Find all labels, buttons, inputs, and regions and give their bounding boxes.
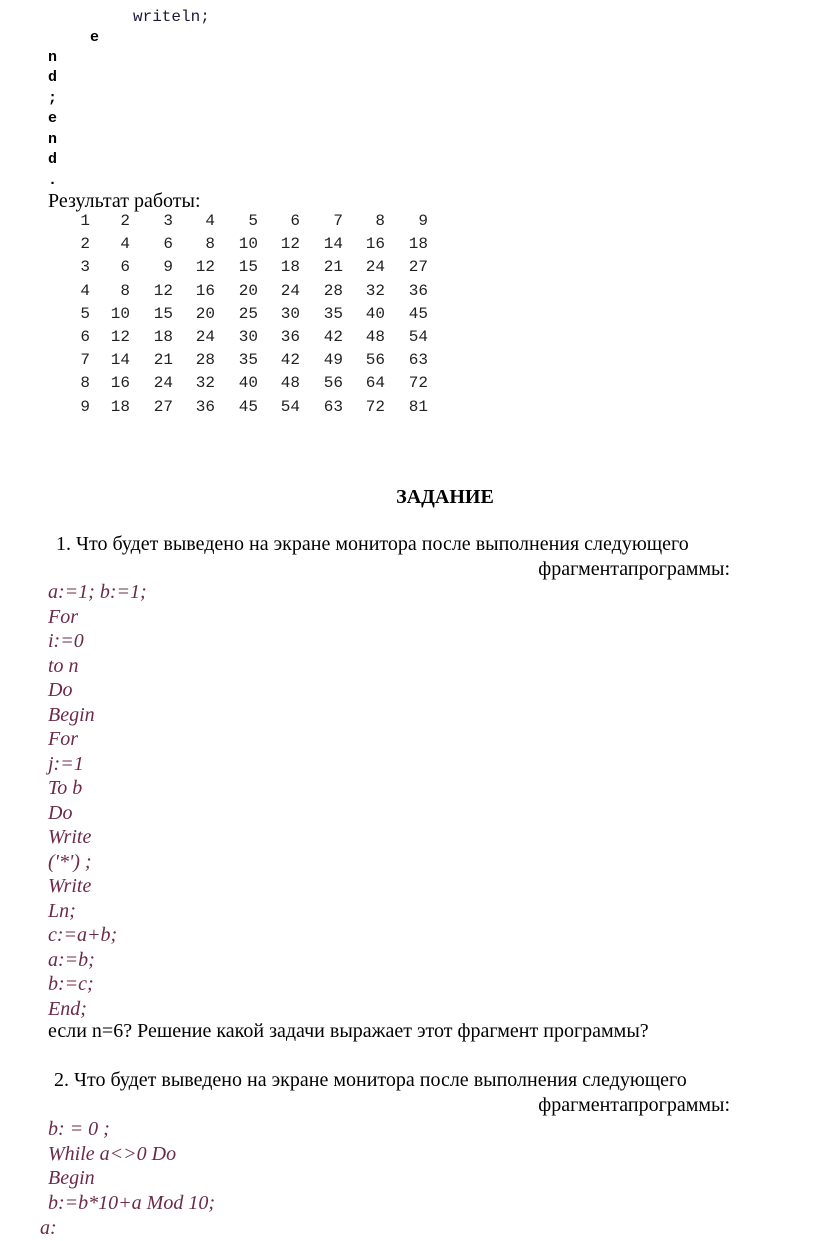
code-line: c:=a+b;: [48, 924, 118, 946]
table-cell: 14: [323, 235, 343, 254]
table-cell: 12: [280, 235, 300, 254]
question2-line1: 2. Что будет выведено на экране монитора после выполнения следующего: [54, 1069, 687, 1091]
code-line: to n: [48, 654, 79, 677]
table-cell: 81: [408, 397, 428, 416]
table-cell: 18: [153, 327, 173, 346]
table-cell: 18: [110, 397, 130, 416]
table-cell: 6: [120, 258, 130, 277]
table-cell: 5: [248, 212, 258, 230]
table-cell: 56: [323, 374, 343, 393]
table-cell: 1: [80, 212, 90, 230]
table-cell: 5: [80, 304, 90, 323]
code-line: a:=1; b:=1;: [48, 581, 147, 603]
code-char: e: [90, 29, 100, 46]
table-cell: 18: [408, 235, 428, 254]
table-cell: 9: [80, 397, 90, 416]
table-cell: 8: [205, 235, 215, 254]
table-cell: 7: [80, 351, 90, 370]
table-cell: 16: [195, 281, 215, 300]
table-cell: 45: [238, 397, 258, 416]
code-line: For: [48, 605, 78, 628]
code-line: Write: [48, 875, 92, 897]
table-cell: 56: [365, 351, 385, 370]
code-line: Begin: [48, 703, 95, 726]
code-line: Ln;: [48, 899, 76, 922]
table-cell: 16: [110, 374, 130, 393]
table-cell: 27: [153, 397, 173, 416]
code-line: b:=c;: [48, 973, 94, 995]
table-cell: 72: [408, 374, 428, 393]
code-char: d: [48, 69, 58, 86]
table-cell: 6: [290, 212, 300, 230]
table-cell: 42: [323, 327, 343, 346]
table-cell: 15: [238, 258, 258, 277]
table-cell: 49: [323, 351, 343, 370]
code-line: Do: [48, 679, 73, 701]
table-cell: 35: [238, 351, 258, 370]
table-cell: 10: [238, 235, 258, 254]
section-heading: ЗАДАНИЕ: [396, 486, 494, 508]
code-line: j:=1: [48, 752, 84, 775]
table-cell: 21: [323, 258, 343, 277]
code-line: i:=0: [48, 630, 84, 652]
code-line: a:=b;: [48, 948, 95, 971]
table-cell: 4: [80, 281, 90, 300]
table-cell: 3: [163, 212, 173, 230]
table-cell: 2: [120, 212, 130, 230]
table-cell: 8: [80, 374, 90, 393]
table-cell: 24: [195, 327, 215, 346]
code-line: Do: [48, 801, 73, 824]
table-cell: 20: [195, 304, 215, 323]
table-cell: 8: [120, 281, 130, 300]
table-cell: 6: [80, 327, 90, 346]
table-cell: 63: [323, 397, 343, 416]
question2-line2: фрагментапрограммы:: [538, 1094, 730, 1116]
table-cell: 20: [238, 281, 258, 300]
table-cell: 10: [110, 304, 130, 323]
table-cell: 35: [323, 304, 343, 323]
table-cell: 63: [408, 351, 428, 370]
table-cell: 64: [365, 374, 385, 393]
table-cell: 54: [280, 397, 300, 416]
table-cell: 25: [238, 304, 258, 323]
result-label: Результат работы:: [48, 190, 201, 212]
table-cell: 12: [195, 258, 215, 277]
code-char: e: [48, 110, 58, 127]
table-cell: 32: [365, 281, 385, 300]
question1-line2: фрагментапрограммы:: [538, 558, 730, 580]
table-cell: 40: [238, 374, 258, 393]
code-line: To b: [48, 777, 83, 799]
table-cell: 72: [365, 397, 385, 416]
table-cell: 15: [153, 304, 173, 323]
table-cell: 30: [280, 304, 300, 323]
table-cell: 9: [418, 212, 428, 230]
table-cell: 24: [365, 258, 385, 277]
question2-code-last: a:: [40, 1217, 57, 1239]
code-line-writeln: writeln;: [133, 8, 210, 26]
table-cell: 6: [163, 235, 173, 254]
code-line: b: = 0 ;: [48, 1118, 110, 1140]
table-cell: 42: [280, 351, 300, 370]
table-cell: 28: [323, 281, 343, 300]
table-cell: 7: [333, 212, 343, 230]
table-cell: 18: [280, 258, 300, 277]
table-cell: 48: [280, 374, 300, 393]
code-line: For: [48, 728, 78, 750]
table-cell: 28: [195, 351, 215, 370]
question1-followup: если n=6? Решение какой задачи выражает этот фрагмент программы?: [48, 1020, 649, 1042]
table-cell: 36: [280, 327, 300, 346]
code-char: d: [48, 151, 58, 168]
table-cell: 36: [195, 397, 215, 416]
table-cell: 36: [408, 281, 428, 300]
table-cell: 24: [280, 281, 300, 300]
table-cell: 40: [365, 304, 385, 323]
code-char: ;: [48, 90, 58, 107]
table-cell: 9: [163, 258, 173, 277]
code-line: Begin: [48, 1167, 95, 1189]
code-line: Write: [48, 826, 92, 848]
table-cell: 12: [153, 281, 173, 300]
table-cell: 48: [365, 327, 385, 346]
code-line: b:=b*10+a Mod 10;: [48, 1191, 215, 1214]
question2-code: [48, 1117, 215, 1215]
table-cell: 32: [195, 374, 215, 393]
table-cell: 30: [238, 327, 258, 346]
question1-code: [48, 580, 147, 1021]
table-cell: 4: [205, 212, 215, 230]
table-cell: 14: [110, 351, 130, 370]
question1-line1: 1. Что будет выведено на экране монитора после выполнения следующего: [56, 533, 689, 555]
code-char: n: [48, 131, 58, 148]
code-line: End;: [48, 997, 87, 1020]
table-cell: 21: [153, 351, 173, 370]
table-cell: 16: [365, 235, 385, 254]
table-cell: 3: [80, 258, 90, 277]
code-char: .: [48, 172, 58, 189]
table-cell: 54: [408, 327, 428, 346]
code-char: n: [48, 49, 58, 66]
code-line: ('*') ;: [48, 850, 92, 873]
table-cell: 12: [110, 327, 130, 346]
table-cell: 4: [120, 235, 130, 254]
table-cell: 2: [80, 235, 90, 254]
table-cell: 8: [375, 212, 385, 230]
table-cell: 24: [153, 374, 173, 393]
table-cell: 45: [408, 304, 428, 323]
code-line: While a<>0 Do: [48, 1142, 177, 1165]
table-cell: 27: [408, 258, 428, 277]
